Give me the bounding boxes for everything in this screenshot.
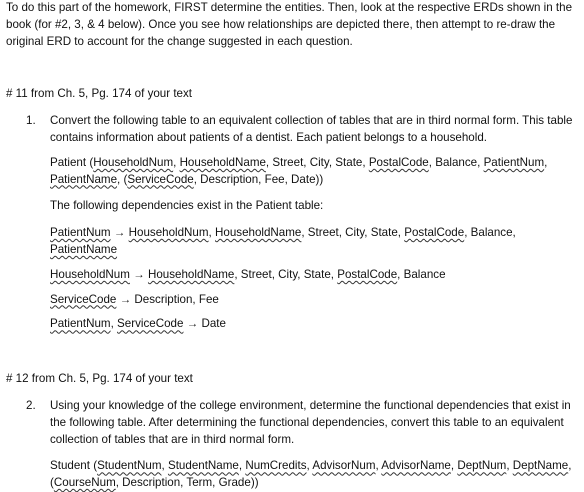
q11-number: 1. — [26, 114, 36, 128]
schema-field: PatientNum — [483, 155, 545, 169]
schema-text: , Description, Term, Grade)) — [115, 476, 259, 490]
q11-text: Convert the following table to an equivalent collection of tables that are in third normal form. This table contains information about patients of a dentist. Each patient belongs to a household. — [50, 114, 573, 144]
dep-field: ServiceCode — [117, 317, 184, 331]
dep-text: → Description, Fee — [116, 292, 219, 306]
dependency-4 — [50, 316, 574, 333]
q11-body — [50, 113, 580, 333]
patient-table-schema — [50, 155, 574, 189]
dependencies-intro: The following dependencies exist in the Patient table: — [50, 199, 324, 213]
q11-heading: # 11 from Ch. 5, Pg. 174 of your text — [6, 87, 193, 101]
dep-field: HouseholdNum — [50, 267, 130, 281]
schema-field: DeptNum — [457, 459, 507, 473]
dep-text: , Balance, — [464, 226, 516, 240]
schema-field: ServiceCode — [127, 172, 194, 186]
schema-text: , — [238, 459, 246, 473]
schema-text: , — [375, 459, 382, 473]
dep-field: PatientNum — [50, 317, 111, 331]
schema-field: CourseNum — [53, 476, 116, 490]
schema-field: NumCredits — [245, 459, 307, 473]
schema-text: Patient ( — [50, 155, 94, 169]
dep-field: PatientNum — [50, 226, 111, 240]
schema-field: DeptName — [512, 459, 569, 473]
dep-field: PostalCode — [337, 267, 398, 281]
schema-field: PostalCode — [368, 155, 429, 169]
schema-field: StudentName — [167, 459, 239, 473]
schema-text: , — [306, 459, 313, 473]
schema-field: AdvisorName — [381, 459, 451, 473]
dep-arrow: → — [129, 267, 148, 281]
q12-heading: # 12 from Ch. 5, Pg. 174 of your text — [6, 372, 193, 386]
dependency-2 — [50, 267, 574, 284]
q12-number: 2. — [26, 398, 36, 412]
dep-text: , Street, City, State, — [301, 226, 405, 240]
schema-field: StudentNum — [97, 459, 162, 473]
schema-text: Student ( — [50, 459, 98, 473]
schema-field: HouseholdNum — [93, 155, 174, 169]
schema-text: , — [544, 155, 548, 169]
dependency-3 — [50, 292, 574, 309]
dep-text: , — [110, 317, 118, 331]
dep-text: , — [208, 226, 215, 240]
schema-field: HouseholdName — [179, 155, 266, 169]
schema-text: , — [506, 459, 513, 473]
schema-field: AdvisorNum — [312, 459, 376, 473]
schema-text: , Street, City, State, — [265, 155, 369, 169]
dep-field: HouseholdName — [215, 226, 302, 240]
schema-text: , ( — [117, 172, 128, 186]
schema-text: , Balance, — [428, 155, 484, 169]
intro-paragraph: To do this part of the homework, FIRST determine the entities. Then, look at the respective ERDs shown in the book (for #2, 3, & 4 below). Once you see how relationships are depicted there, then attempt to re-draw the original ERD to account for the change suggested in each question. — [6, 1, 573, 48]
dep-field: PostalCode — [404, 226, 465, 240]
q12-body — [50, 398, 580, 492]
dep-field: PatientName — [50, 242, 118, 256]
dep-field: HouseholdName — [147, 267, 235, 281]
schema-field: PatientName — [50, 172, 118, 186]
dependency-1 — [50, 225, 574, 259]
schema-text: , ( — [50, 459, 572, 490]
q12-text: Using your knowledge of the college environment, determine the functional dependencies that exist in the following table. After determining the functional dependencies, convert this table to an equivalent collection of tables that are in third normal form. — [50, 398, 571, 446]
schema-text: , Description, Fee, Date)) — [193, 172, 324, 186]
dep-text: → Date — [183, 317, 226, 331]
schema-text: , — [450, 459, 458, 473]
schema-text: , — [173, 155, 180, 169]
schema-text: , — [161, 459, 168, 473]
dep-text: , Balance — [397, 267, 446, 281]
q12-item — [6, 398, 580, 492]
dep-field: ServiceCode — [50, 292, 117, 306]
dep-arrow: → — [110, 226, 129, 240]
document-page — [6, 0, 580, 492]
student-table-schema — [50, 458, 574, 492]
dep-text: , Street, City, State, — [234, 267, 338, 281]
dep-field: HouseholdNum — [128, 226, 209, 240]
q11-item — [6, 113, 580, 333]
